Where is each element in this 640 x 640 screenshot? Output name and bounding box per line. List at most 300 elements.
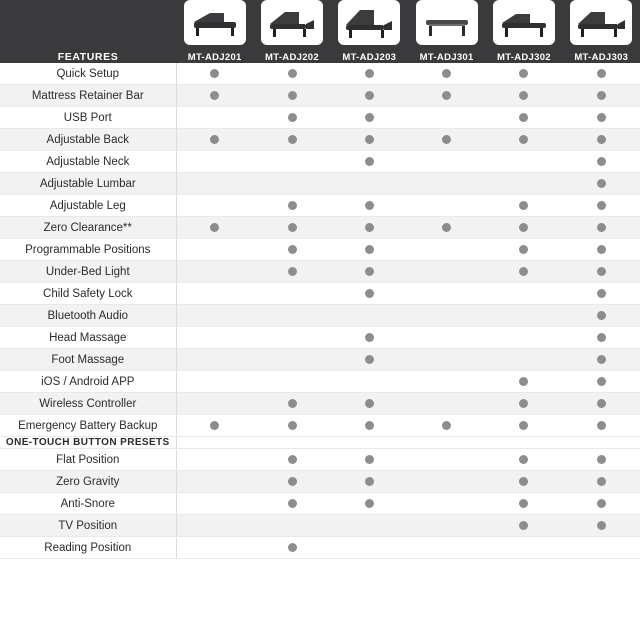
feature-unavailable-cell bbox=[253, 349, 330, 371]
feature-unavailable-cell bbox=[563, 537, 640, 559]
empty-cell-icon bbox=[210, 157, 219, 166]
feature-unavailable-cell bbox=[485, 349, 562, 371]
feature-available-dot-cell bbox=[563, 471, 640, 493]
feature-label: Programmable Positions bbox=[0, 239, 176, 261]
feature-label: Under-Bed Light bbox=[0, 261, 176, 283]
section-header-row bbox=[0, 437, 640, 449]
feature-unavailable-cell bbox=[253, 515, 330, 537]
empty-cell-icon bbox=[442, 355, 451, 364]
feature-available-dot-cell bbox=[331, 195, 408, 217]
feature-unavailable-cell bbox=[408, 283, 485, 305]
feature-label: Flat Position bbox=[0, 449, 176, 471]
feature-unavailable-cell bbox=[408, 107, 485, 129]
feature-label: Head Massage bbox=[0, 327, 176, 349]
filled-dot-icon bbox=[597, 311, 606, 320]
filled-dot-icon bbox=[365, 113, 374, 122]
feature-available-dot-cell bbox=[176, 415, 253, 437]
empty-cell-icon bbox=[442, 477, 451, 486]
feature-available-dot-cell bbox=[176, 217, 253, 239]
feature-unavailable-cell bbox=[408, 449, 485, 471]
empty-cell-icon bbox=[210, 377, 219, 386]
empty-cell-icon bbox=[210, 521, 219, 530]
feature-available-dot-cell bbox=[331, 217, 408, 239]
feature-available-dot-cell bbox=[485, 449, 562, 471]
feature-unavailable-cell bbox=[176, 371, 253, 393]
feature-label: Zero Clearance** bbox=[0, 217, 176, 239]
filled-dot-icon bbox=[442, 91, 451, 100]
filled-dot-icon bbox=[597, 399, 606, 408]
empty-cell-icon bbox=[210, 355, 219, 364]
empty-cell-icon bbox=[442, 499, 451, 508]
filled-dot-icon bbox=[597, 333, 606, 342]
feature-label: Adjustable Back bbox=[0, 129, 176, 151]
feature-available-dot-cell bbox=[253, 63, 330, 85]
feature-unavailable-cell bbox=[408, 537, 485, 559]
feature-unavailable-cell bbox=[408, 371, 485, 393]
feature-label: USB Port bbox=[0, 107, 176, 129]
table-row bbox=[0, 217, 640, 239]
filled-dot-icon bbox=[365, 201, 374, 210]
filled-dot-icon bbox=[519, 521, 528, 530]
filled-dot-icon bbox=[597, 69, 606, 78]
feature-available-dot-cell bbox=[563, 493, 640, 515]
feature-label: Anti-Snore bbox=[0, 493, 176, 515]
table-body bbox=[0, 63, 640, 559]
filled-dot-icon bbox=[288, 201, 297, 210]
filled-dot-icon bbox=[519, 377, 528, 386]
feature-unavailable-cell bbox=[331, 305, 408, 327]
feature-unavailable-cell bbox=[176, 449, 253, 471]
feature-unavailable-cell bbox=[408, 393, 485, 415]
product-sku-label: MT-ADJ203 bbox=[342, 52, 397, 63]
feature-available-dot-cell bbox=[563, 195, 640, 217]
feature-unavailable-cell bbox=[485, 305, 562, 327]
feature-available-dot-cell bbox=[331, 327, 408, 349]
feature-available-dot-cell bbox=[563, 283, 640, 305]
feature-available-dot-cell bbox=[563, 371, 640, 393]
empty-cell-icon bbox=[519, 543, 528, 552]
filled-dot-icon bbox=[210, 69, 219, 78]
feature-available-dot-cell bbox=[253, 449, 330, 471]
feature-unavailable-cell bbox=[408, 151, 485, 173]
empty-cell-icon bbox=[442, 333, 451, 342]
feature-available-dot-cell bbox=[331, 85, 408, 107]
table-row bbox=[0, 449, 640, 471]
feature-unavailable-cell bbox=[176, 515, 253, 537]
empty-cell-icon bbox=[442, 521, 451, 530]
product-sku-label: MT-ADJ302 bbox=[496, 52, 551, 63]
feature-available-dot-cell bbox=[563, 63, 640, 85]
empty-cell-icon bbox=[288, 157, 297, 166]
feature-unavailable-cell bbox=[253, 305, 330, 327]
feature-available-dot-cell bbox=[331, 63, 408, 85]
feature-available-dot-cell bbox=[253, 107, 330, 129]
table-row bbox=[0, 471, 640, 493]
empty-cell-icon bbox=[210, 543, 219, 552]
empty-cell-icon bbox=[442, 311, 451, 320]
empty-cell-icon bbox=[365, 311, 374, 320]
table-row bbox=[0, 305, 640, 327]
product-column-header-3 bbox=[331, 0, 408, 63]
filled-dot-icon bbox=[365, 69, 374, 78]
filled-dot-icon bbox=[288, 455, 297, 464]
feature-unavailable-cell bbox=[408, 493, 485, 515]
feature-available-dot-cell bbox=[253, 239, 330, 261]
feature-available-dot-cell bbox=[485, 195, 562, 217]
filled-dot-icon bbox=[597, 455, 606, 464]
product-column-header-1 bbox=[176, 0, 253, 63]
filled-dot-icon bbox=[288, 267, 297, 276]
feature-available-dot-cell bbox=[253, 217, 330, 239]
filled-dot-icon bbox=[597, 499, 606, 508]
feature-available-dot-cell bbox=[563, 327, 640, 349]
empty-cell-icon bbox=[519, 289, 528, 298]
filled-dot-icon bbox=[288, 69, 297, 78]
filled-dot-icon bbox=[210, 91, 219, 100]
filled-dot-icon bbox=[597, 421, 606, 430]
empty-cell-icon bbox=[442, 289, 451, 298]
table-row bbox=[0, 261, 640, 283]
feature-label: Wireless Controller bbox=[0, 393, 176, 415]
empty-cell-icon bbox=[288, 521, 297, 530]
empty-cell-icon bbox=[365, 521, 374, 530]
feature-available-dot-cell bbox=[563, 85, 640, 107]
empty-cell-icon bbox=[442, 245, 451, 254]
product-sku-label: MT-ADJ301 bbox=[419, 52, 474, 63]
filled-dot-icon bbox=[519, 267, 528, 276]
empty-cell-icon bbox=[210, 245, 219, 254]
filled-dot-icon bbox=[597, 245, 606, 254]
filled-dot-icon bbox=[519, 201, 528, 210]
section-spacer-cell bbox=[253, 437, 330, 449]
feature-unavailable-cell bbox=[253, 371, 330, 393]
feature-available-dot-cell bbox=[485, 129, 562, 151]
filled-dot-icon bbox=[597, 477, 606, 486]
feature-available-dot-cell bbox=[563, 173, 640, 195]
empty-cell-icon bbox=[210, 499, 219, 508]
adjustable-bed-icon bbox=[338, 0, 400, 45]
feature-unavailable-cell bbox=[176, 151, 253, 173]
feature-available-dot-cell bbox=[408, 63, 485, 85]
feature-available-dot-cell bbox=[563, 393, 640, 415]
filled-dot-icon bbox=[519, 455, 528, 464]
adjustable-bed-icon bbox=[261, 0, 323, 45]
feature-unavailable-cell bbox=[408, 239, 485, 261]
filled-dot-icon bbox=[288, 543, 297, 552]
empty-cell-icon bbox=[442, 179, 451, 188]
feature-unavailable-cell bbox=[408, 305, 485, 327]
empty-cell-icon bbox=[365, 179, 374, 188]
filled-dot-icon bbox=[519, 113, 528, 122]
feature-unavailable-cell bbox=[176, 195, 253, 217]
feature-available-dot-cell bbox=[485, 63, 562, 85]
table-row bbox=[0, 151, 640, 173]
section-spacer-cell bbox=[331, 437, 408, 449]
feature-available-dot-cell bbox=[485, 85, 562, 107]
feature-unavailable-cell bbox=[331, 515, 408, 537]
table-row bbox=[0, 393, 640, 415]
filled-dot-icon bbox=[288, 477, 297, 486]
empty-cell-icon bbox=[288, 333, 297, 342]
feature-available-dot-cell bbox=[253, 493, 330, 515]
empty-cell-icon bbox=[210, 311, 219, 320]
feature-label: Adjustable Neck bbox=[0, 151, 176, 173]
empty-cell-icon bbox=[442, 543, 451, 552]
feature-available-dot-cell bbox=[485, 217, 562, 239]
empty-cell-icon bbox=[442, 267, 451, 276]
feature-available-dot-cell bbox=[485, 393, 562, 415]
section-spacer-cell bbox=[408, 437, 485, 449]
feature-unavailable-cell bbox=[253, 327, 330, 349]
feature-available-dot-cell bbox=[408, 85, 485, 107]
empty-cell-icon bbox=[442, 113, 451, 122]
filled-dot-icon bbox=[519, 477, 528, 486]
feature-available-dot-cell bbox=[331, 493, 408, 515]
feature-available-dot-cell bbox=[563, 261, 640, 283]
filled-dot-icon bbox=[288, 135, 297, 144]
feature-label: Foot Massage bbox=[0, 349, 176, 371]
feature-available-dot-cell bbox=[253, 129, 330, 151]
feature-unavailable-cell bbox=[176, 283, 253, 305]
feature-label: Child Safety Lock bbox=[0, 283, 176, 305]
filled-dot-icon bbox=[365, 289, 374, 298]
feature-available-dot-cell bbox=[485, 493, 562, 515]
feature-unavailable-cell bbox=[253, 283, 330, 305]
feature-available-dot-cell bbox=[331, 393, 408, 415]
filled-dot-icon bbox=[519, 499, 528, 508]
empty-cell-icon bbox=[210, 201, 219, 210]
feature-available-dot-cell bbox=[331, 283, 408, 305]
feature-available-dot-cell bbox=[563, 305, 640, 327]
feature-unavailable-cell bbox=[253, 151, 330, 173]
table-row bbox=[0, 349, 640, 371]
feature-unavailable-cell bbox=[176, 327, 253, 349]
feature-unavailable-cell bbox=[485, 151, 562, 173]
section-spacer-cell bbox=[176, 437, 253, 449]
filled-dot-icon bbox=[365, 421, 374, 430]
feature-available-dot-cell bbox=[408, 129, 485, 151]
feature-unavailable-cell bbox=[408, 195, 485, 217]
empty-cell-icon bbox=[519, 179, 528, 188]
table-row bbox=[0, 239, 640, 261]
section-title: ONE-TOUCH BUTTON PRESETS bbox=[0, 437, 176, 449]
feature-available-dot-cell bbox=[485, 415, 562, 437]
feature-available-dot-cell bbox=[176, 85, 253, 107]
feature-unavailable-cell bbox=[176, 239, 253, 261]
filled-dot-icon bbox=[288, 421, 297, 430]
feature-available-dot-cell bbox=[563, 129, 640, 151]
feature-label: Adjustable Lumbar bbox=[0, 173, 176, 195]
empty-cell-icon bbox=[519, 333, 528, 342]
feature-available-dot-cell bbox=[563, 349, 640, 371]
feature-unavailable-cell bbox=[408, 515, 485, 537]
empty-cell-icon bbox=[288, 289, 297, 298]
feature-available-dot-cell bbox=[176, 129, 253, 151]
filled-dot-icon bbox=[519, 245, 528, 254]
feature-label: Adjustable Leg bbox=[0, 195, 176, 217]
filled-dot-icon bbox=[365, 455, 374, 464]
empty-cell-icon bbox=[442, 201, 451, 210]
feature-available-dot-cell bbox=[331, 449, 408, 471]
filled-dot-icon bbox=[365, 91, 374, 100]
feature-unavailable-cell bbox=[408, 471, 485, 493]
feature-unavailable-cell bbox=[176, 107, 253, 129]
feature-available-dot-cell bbox=[485, 107, 562, 129]
filled-dot-icon bbox=[519, 421, 528, 430]
table-row bbox=[0, 493, 640, 515]
filled-dot-icon bbox=[519, 69, 528, 78]
empty-cell-icon bbox=[210, 267, 219, 276]
feature-unavailable-cell bbox=[176, 493, 253, 515]
product-column-header-4 bbox=[408, 0, 485, 63]
table-row bbox=[0, 415, 640, 437]
empty-cell-icon bbox=[288, 355, 297, 364]
product-column-header-6 bbox=[563, 0, 640, 63]
table-row bbox=[0, 283, 640, 305]
filled-dot-icon bbox=[365, 499, 374, 508]
feature-unavailable-cell bbox=[176, 173, 253, 195]
empty-cell-icon bbox=[210, 333, 219, 342]
feature-label: Reading Position bbox=[0, 537, 176, 559]
feature-unavailable-cell bbox=[485, 327, 562, 349]
feature-unavailable-cell bbox=[331, 537, 408, 559]
feature-available-dot-cell bbox=[331, 415, 408, 437]
filled-dot-icon bbox=[597, 179, 606, 188]
table-row bbox=[0, 63, 640, 85]
feature-unavailable-cell bbox=[408, 327, 485, 349]
feature-available-dot-cell bbox=[253, 471, 330, 493]
feature-unavailable-cell bbox=[176, 349, 253, 371]
table-row bbox=[0, 515, 640, 537]
filled-dot-icon bbox=[519, 135, 528, 144]
section-spacer-cell bbox=[563, 437, 640, 449]
empty-cell-icon bbox=[597, 543, 606, 552]
feature-unavailable-cell bbox=[485, 173, 562, 195]
table-row bbox=[0, 537, 640, 559]
feature-available-dot-cell bbox=[331, 151, 408, 173]
feature-unavailable-cell bbox=[176, 471, 253, 493]
empty-cell-icon bbox=[210, 399, 219, 408]
filled-dot-icon bbox=[210, 223, 219, 232]
feature-label: iOS / Android APP bbox=[0, 371, 176, 393]
feature-available-dot-cell bbox=[331, 107, 408, 129]
features-column-header: FEATURES bbox=[0, 0, 176, 63]
feature-unavailable-cell bbox=[408, 261, 485, 283]
empty-cell-icon bbox=[365, 377, 374, 386]
feature-available-dot-cell bbox=[485, 371, 562, 393]
feature-unavailable-cell bbox=[176, 537, 253, 559]
filled-dot-icon bbox=[288, 113, 297, 122]
product-sku-label: MT-ADJ202 bbox=[265, 52, 319, 63]
empty-cell-icon bbox=[442, 377, 451, 386]
filled-dot-icon bbox=[597, 201, 606, 210]
empty-cell-icon bbox=[442, 455, 451, 464]
feature-available-dot-cell bbox=[331, 261, 408, 283]
feature-unavailable-cell bbox=[176, 305, 253, 327]
adjustable-bed-icon bbox=[493, 0, 555, 45]
filled-dot-icon bbox=[210, 135, 219, 144]
filled-dot-icon bbox=[288, 399, 297, 408]
feature-available-dot-cell bbox=[331, 471, 408, 493]
filled-dot-icon bbox=[365, 333, 374, 342]
filled-dot-icon bbox=[365, 245, 374, 254]
feature-available-dot-cell bbox=[485, 515, 562, 537]
empty-cell-icon bbox=[442, 157, 451, 166]
filled-dot-icon bbox=[597, 267, 606, 276]
feature-available-dot-cell bbox=[331, 239, 408, 261]
adjustable-bed-icon bbox=[416, 0, 478, 45]
feature-unavailable-cell bbox=[331, 371, 408, 393]
feature-available-dot-cell bbox=[253, 261, 330, 283]
filled-dot-icon bbox=[597, 135, 606, 144]
filled-dot-icon bbox=[519, 399, 528, 408]
feature-available-dot-cell bbox=[253, 195, 330, 217]
empty-cell-icon bbox=[288, 311, 297, 320]
adjustable-bed-icon bbox=[570, 0, 632, 45]
table-header-row bbox=[0, 0, 640, 63]
filled-dot-icon bbox=[597, 113, 606, 122]
feature-unavailable-cell bbox=[408, 173, 485, 195]
table-row bbox=[0, 371, 640, 393]
filled-dot-icon bbox=[597, 289, 606, 298]
filled-dot-icon bbox=[365, 399, 374, 408]
feature-available-dot-cell bbox=[331, 129, 408, 151]
filled-dot-icon bbox=[597, 157, 606, 166]
product-column-header-2 bbox=[253, 0, 330, 63]
filled-dot-icon bbox=[519, 91, 528, 100]
filled-dot-icon bbox=[365, 223, 374, 232]
filled-dot-icon bbox=[442, 69, 451, 78]
empty-cell-icon bbox=[288, 377, 297, 386]
feature-unavailable-cell bbox=[485, 537, 562, 559]
empty-cell-icon bbox=[210, 477, 219, 486]
feature-label: Bluetooth Audio bbox=[0, 305, 176, 327]
filled-dot-icon bbox=[365, 267, 374, 276]
feature-available-dot-cell bbox=[563, 217, 640, 239]
feature-label: Quick Setup bbox=[0, 63, 176, 85]
feature-available-dot-cell bbox=[563, 449, 640, 471]
filled-dot-icon bbox=[288, 499, 297, 508]
filled-dot-icon bbox=[442, 135, 451, 144]
table-row bbox=[0, 107, 640, 129]
table-row bbox=[0, 195, 640, 217]
filled-dot-icon bbox=[365, 355, 374, 364]
empty-cell-icon bbox=[210, 289, 219, 298]
empty-cell-icon bbox=[210, 113, 219, 122]
feature-available-dot-cell bbox=[563, 515, 640, 537]
table-row bbox=[0, 327, 640, 349]
feature-available-dot-cell bbox=[176, 63, 253, 85]
filled-dot-icon bbox=[365, 477, 374, 486]
feature-label: Zero Gravity bbox=[0, 471, 176, 493]
feature-available-dot-cell bbox=[253, 537, 330, 559]
empty-cell-icon bbox=[519, 157, 528, 166]
filled-dot-icon bbox=[597, 521, 606, 530]
filled-dot-icon bbox=[597, 377, 606, 386]
feature-available-dot-cell bbox=[485, 239, 562, 261]
feature-available-dot-cell bbox=[563, 151, 640, 173]
filled-dot-icon bbox=[597, 91, 606, 100]
product-sku-label: MT-ADJ303 bbox=[574, 52, 629, 63]
table-row bbox=[0, 129, 640, 151]
feature-available-dot-cell bbox=[253, 85, 330, 107]
filled-dot-icon bbox=[288, 223, 297, 232]
empty-cell-icon bbox=[210, 179, 219, 188]
filled-dot-icon bbox=[365, 157, 374, 166]
empty-cell-icon bbox=[519, 355, 528, 364]
empty-cell-icon bbox=[365, 543, 374, 552]
feature-available-dot-cell bbox=[408, 415, 485, 437]
